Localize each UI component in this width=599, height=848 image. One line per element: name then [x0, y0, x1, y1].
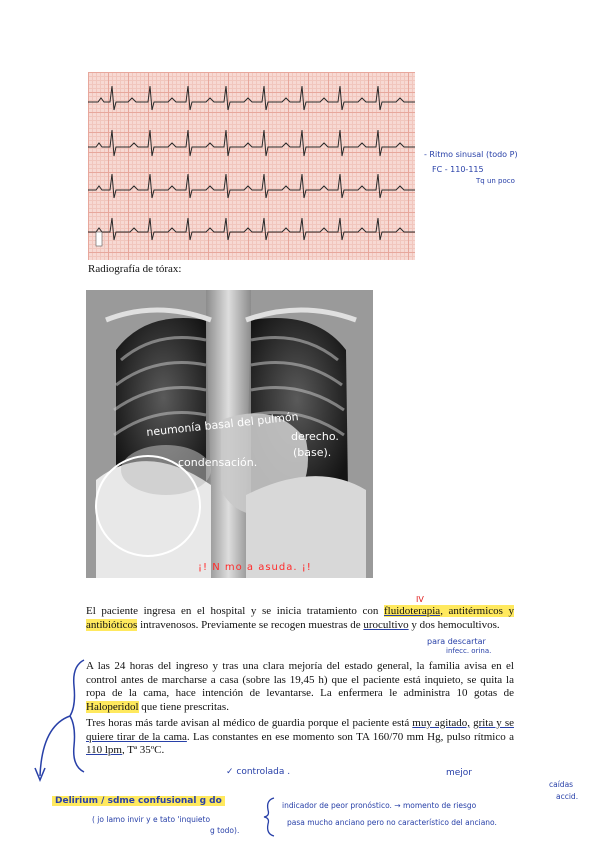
xray-note-title2: derecho.	[291, 430, 339, 443]
p3-text-3: , Tª 35ºC.	[121, 744, 165, 756]
xray-note-consolidation: condensación.	[178, 456, 258, 469]
p1-fluidoterapia: fluidoterapia	[383, 605, 441, 617]
p1-antitermicos: antitérmicos y	[448, 605, 515, 617]
p2-text-2: que tiene prescritas.	[138, 700, 229, 713]
p1-urocultivo: urocultivo	[363, 618, 409, 631]
chest-xray-image	[86, 290, 373, 578]
p3-text-2: . Las constantes en ese momento son TA 160/70 mm Hg, pulso rítmico a	[186, 730, 514, 743]
paragraph-24h	[86, 660, 514, 714]
hand-note-delirium-sub-2: g todo).	[210, 826, 240, 835]
ecg-note-fc: FC - 110-115	[432, 165, 484, 174]
p3-text-1: Tres horas más tarde avisan al médico de guardia porque el paciente está	[86, 717, 413, 729]
paragraph-treatment	[86, 605, 514, 632]
hand-note-delirium: Delirium / sdme confusional g do	[52, 796, 225, 806]
bracket-arrow-annotation	[34, 656, 94, 796]
xray-note-title1: neumonía basal del pulmón	[145, 410, 300, 439]
hand-note-caidas-1: caídas	[549, 780, 574, 789]
p1-sep: ,	[440, 605, 449, 617]
hand-note-controlada: ✓ controlada .	[226, 767, 291, 777]
p1-text-3: y dos hemocultivos.	[408, 618, 500, 631]
curly-brace	[262, 796, 278, 838]
hand-note-indicador-2: pasa mucho anciano pero no característico del anciano.	[287, 818, 497, 827]
ecg-trace	[88, 72, 415, 260]
p2-haloperidol: Haloperidol	[86, 700, 139, 713]
hand-note-iv: IV	[416, 595, 424, 604]
hand-note-descartar-2: infecc. orina.	[446, 647, 492, 655]
p1-antibioticos: antibióticos	[86, 618, 138, 631]
hand-note-caidas-2: accid.	[556, 792, 579, 801]
hand-note-indicador-1: indicador de peor pronóstico. → momento de riesgo	[282, 801, 477, 810]
ecg-note-rhythm: - Ritmo sinusal (todo P)	[424, 150, 518, 159]
p1-text-2: intravenosos. Previamente se recogen muestras de	[137, 618, 364, 631]
hand-note-descartar-1: para descartar	[427, 637, 486, 646]
xray-note-warning: ¡! N mo a asuda. ¡!	[198, 562, 312, 573]
p3-grita: grita y se quiere tirar de la cama	[86, 717, 514, 743]
p2-text-1: A las 24 horas del ingreso y tras una clara mejoría del estado general, la familia avisa en el control antes de marcharse a casa (sobre las 19,45 h) que el paciente está inquieto, se quita la ropa de la cama, hace intención de levantarse. La enfermera le administra 10 gotas de	[86, 660, 514, 699]
ecg-note-tq: Tq un poco	[476, 177, 515, 185]
xray-caption: Radiografía de tórax:	[88, 263, 182, 275]
p3-muy-agitado: muy agitado,	[412, 717, 471, 729]
p1-text-1: El paciente ingresa en el hospital y se inicia tratamiento con	[86, 605, 384, 617]
paragraph-3h	[86, 717, 514, 758]
hand-note-mejor: mejor	[446, 768, 473, 778]
p3-lpm: 110 lpm	[86, 744, 122, 756]
xray-note-title3: (base).	[293, 446, 332, 459]
hand-note-delirium-sub-1: ( jo lamo invir y e tato 'inquieto	[92, 815, 211, 824]
ecg-strip	[88, 72, 415, 260]
